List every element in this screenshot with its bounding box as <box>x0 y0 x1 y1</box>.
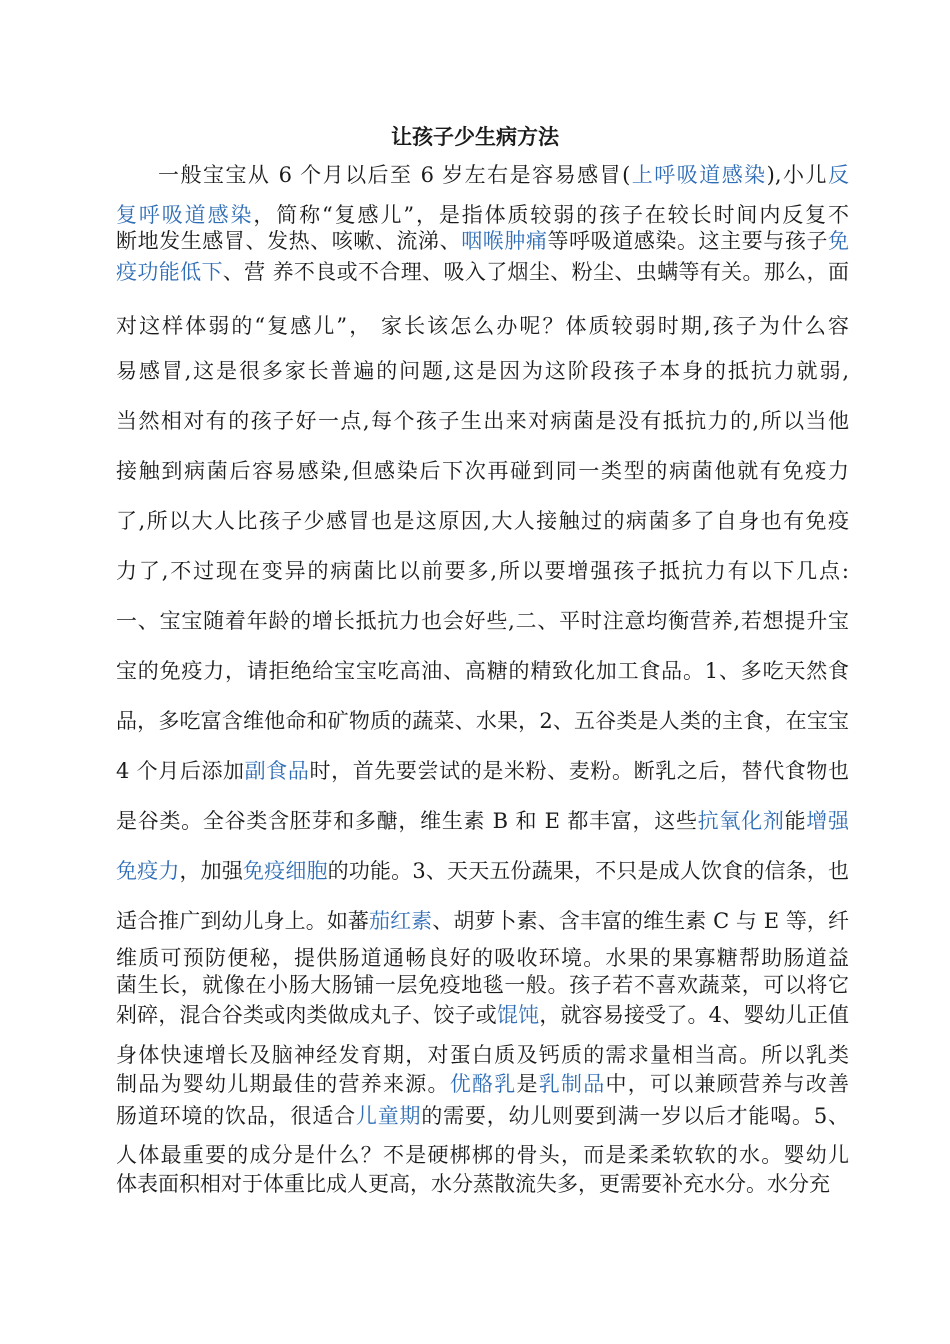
text-line <box>116 1040 849 1070</box>
text-run: 肠道环境的饮品，很适合 <box>116 1104 356 1128</box>
text-run: 菌生长，就像在小肠大肠铺一层免疫地毯一般。孩子若不喜欢蔬菜，可以将它 <box>116 973 849 997</box>
term-link[interactable]: 复呼吸道感染 <box>116 203 254 227</box>
term-link[interactable]: 免疫力 <box>116 859 180 883</box>
term-link[interactable]: 副食品 <box>244 759 310 783</box>
text-run: 适合推广到幼儿身上。如蕃 <box>116 909 369 933</box>
text-line <box>116 606 849 636</box>
text-run: 身体快速增长及脑神经发育期，对蛋白质及钙质的需求量相当高。所以乳类 <box>116 1043 849 1067</box>
text-run: 能 <box>784 809 807 833</box>
term-link[interactable]: 乳制品 <box>538 1072 606 1096</box>
text-line <box>158 160 849 190</box>
text-run: 、营 养不良或不合理、吸入了烟尘、粉尘、虫螨等有关。那么，面 <box>222 260 849 284</box>
text-line <box>116 856 849 886</box>
text-run: 的需要，幼儿则要到满一岁以后才能喝。5、 <box>421 1104 850 1128</box>
text-run: 断地发生感冒、发热、咳嗽、流涕、 <box>116 229 462 253</box>
text-run: 接触到病菌后容易感染,但感染后下次再碰到同一类型的病菌他就有免疫力 <box>116 459 849 483</box>
text-line <box>116 406 849 436</box>
term-link[interactable]: 抗氧化剂 <box>697 809 785 833</box>
term-link[interactable]: 咽喉肿痛 <box>461 229 548 253</box>
text-run: 品，多吃富含维他命和矿物质的蔬菜、水果，2、五谷类是人类的主食，在宝宝 <box>116 709 849 733</box>
text-run: 一、宝宝随着年龄的增长抵抗力也会好些,二、平时注意均衡营养,若想提升宝 <box>116 609 849 633</box>
text-run: 体表面积相对于体重比成人更高，水分蒸散流失多，更需要补充水分。水分充 <box>116 1172 830 1196</box>
text-line <box>116 1169 849 1199</box>
text-line <box>116 556 849 586</box>
text-run: 力了,不过现在变异的病菌比以前要多,所以要增强孩子抵抗力有以下几点: <box>116 559 849 583</box>
text-run: 等呼吸道感染。这主要与孩子 <box>547 229 829 253</box>
term-link[interactable]: 儿童期 <box>355 1104 422 1128</box>
term-link[interactable]: 增强 <box>806 809 850 833</box>
text-run: 人体最重要的成分是什么？不是硬梆梆的骨头，而是柔柔软软的水。婴幼儿 <box>116 1143 849 1167</box>
term-link[interactable]: 优酪乳 <box>449 1072 517 1096</box>
text-run: 维质可预防便秘，提供肠道通畅良好的吸收环境。水果的果寡糖帮助肠道益 <box>116 946 849 970</box>
text-run: 剁碎，混合谷类或肉类做成丸子、饺子或 <box>116 1003 497 1027</box>
text-run: ，简称“复感儿”，是指体质较弱的孩子在较长时间内反复不 <box>253 203 849 227</box>
text-line <box>116 356 849 386</box>
text-line <box>116 656 849 686</box>
text-line <box>116 906 849 936</box>
text-line <box>116 970 849 1000</box>
text-line <box>116 456 849 486</box>
text-run: 是谷类。全谷类含胚芽和多醣，维生素 B 和 E 都丰富，这些 <box>116 809 698 833</box>
term-link[interactable]: 免 <box>828 229 850 253</box>
text-line <box>116 1069 849 1099</box>
text-run: 是 <box>516 1072 539 1096</box>
document-title: 让孩子少生病方法 <box>391 125 559 149</box>
text-run: 4 个月后添加 <box>116 759 245 783</box>
text-line <box>116 756 849 786</box>
text-line <box>116 257 849 287</box>
term-link[interactable]: 疫功能低下 <box>116 260 223 284</box>
text-line <box>116 706 849 736</box>
text-line <box>116 1000 849 1030</box>
text-line <box>116 506 849 536</box>
term-link[interactable]: 馄饨 <box>496 1003 540 1027</box>
text-run: 易感冒,这是很多家长普遍的问题,这是因为这阶段孩子本身的抵抗力就弱, <box>116 359 849 383</box>
term-link[interactable]: 免疫细胞 <box>243 859 328 883</box>
text-run: 一般宝宝从 6 个月以后至 6 岁左右是容易感冒( <box>158 163 631 187</box>
text-run: 对这样体弱的“复感儿”， 家长该怎么办呢？体质较弱时期,孩子为什么容 <box>116 314 849 338</box>
text-run: 的功能。3、天天五份蔬果，不只是成人饮食的信条，也 <box>327 859 850 883</box>
text-run: ，加强 <box>179 859 243 883</box>
text-line <box>116 311 849 341</box>
text-run: ),小儿 <box>766 163 828 187</box>
text-run: ，就容易接受了。4、婴幼儿正值 <box>539 1003 850 1027</box>
text-run: 时，首先要尝试的是米粉、麦粉。断乳之后，替代食物也 <box>309 759 850 783</box>
text-run: 了,所以大人比孩子少感冒也是这原因,大人接触过的病菌多了自身也有免疫 <box>116 509 849 533</box>
text-run: 宝的免疫力，请拒绝给宝宝吃高油、高糖的精致化加工食品。1、多吃天然食 <box>116 659 849 683</box>
term-link[interactable]: 茄红素 <box>369 909 433 933</box>
text-run: 制品为婴幼儿期最佳的营养来源。 <box>116 1072 450 1096</box>
text-run: 当然相对有的孩子好一点,每个孩子生出来对病菌是没有抵抗力的,所以当他 <box>116 409 849 433</box>
text-line <box>116 806 849 836</box>
text-line <box>116 943 849 973</box>
text-line <box>116 226 849 256</box>
text-line <box>116 1140 849 1170</box>
text-run: 、胡萝卜素、含丰富的维生素 C 与 E 等，纤 <box>432 909 849 933</box>
term-link[interactable]: 上呼吸道感染 <box>630 163 767 187</box>
text-line <box>116 1101 849 1131</box>
term-link[interactable]: 反 <box>828 163 849 187</box>
text-run: 中，可以兼顾营养与改善 <box>605 1072 849 1096</box>
